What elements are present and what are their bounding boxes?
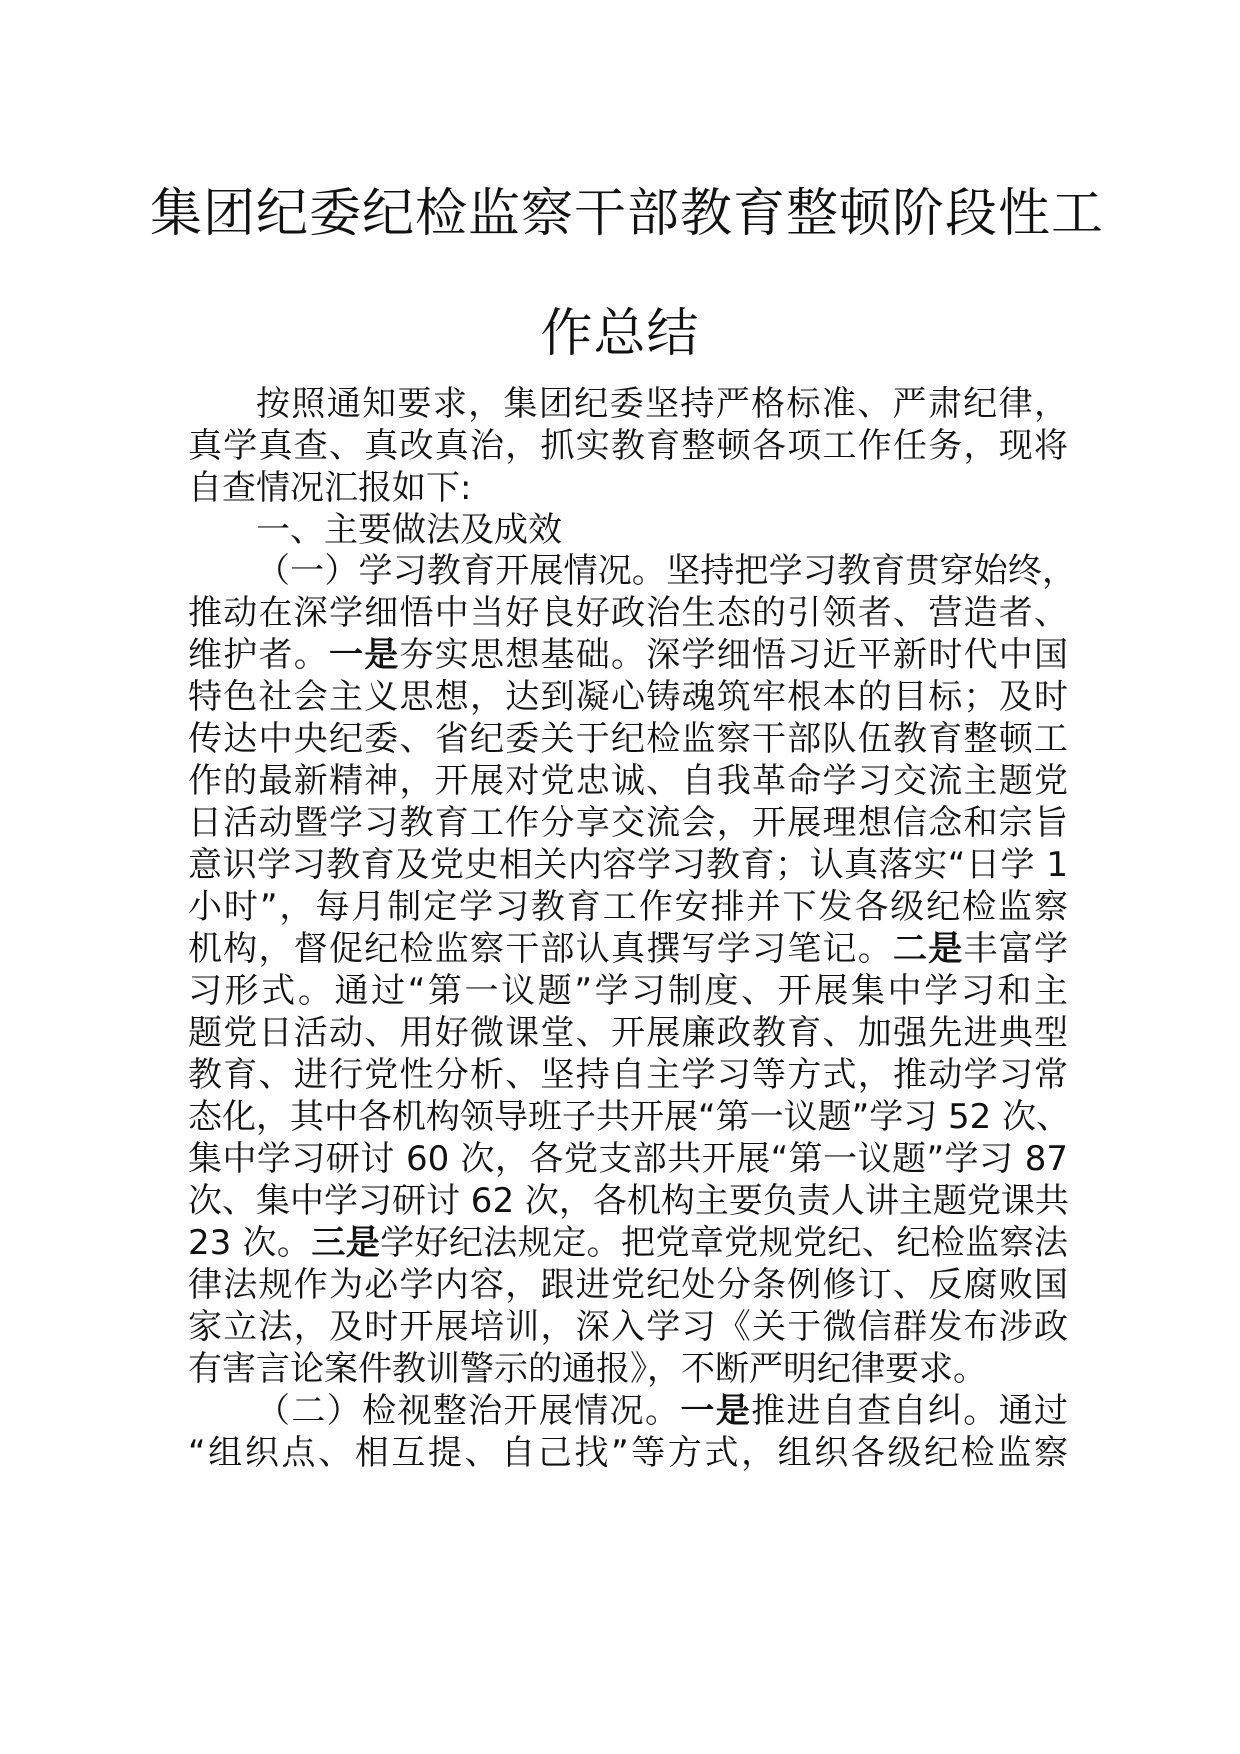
- paragraph-line: [256, 1391, 1068, 1431]
- text-run: （二）检视整治开展情况。: [256, 1391, 681, 1431]
- paragraph-line: 题党日活动、用好微课堂、开展廉政教育、加强先进典型: [188, 1013, 1068, 1053]
- document-title-line2: 作总结: [540, 304, 700, 364]
- emphasis-text: 三是: [311, 1223, 381, 1263]
- text-run: 维护者。: [188, 635, 329, 675]
- paragraph-line: 习形式。通过“第一议题”学习制度、开展集中学习和主: [188, 971, 1068, 1011]
- emphasis-text: 二是: [893, 929, 964, 969]
- intro-line-1: 按照通知要求，集团纪委坚持严格标准、严肃纪律，: [256, 384, 1068, 424]
- paragraph-line: 小时”，每月制定学习教育工作安排并下发各级纪检监察: [188, 887, 1068, 927]
- paragraph-line: “组织点、相互提、自己找”等方式，组织各级纪检监察: [188, 1433, 1068, 1473]
- text-run: 学好纪法规定。把党章党规党纪、纪检监察法: [380, 1223, 1068, 1263]
- emphasis-text: 一是: [329, 635, 400, 675]
- paragraph-line: 特色社会主义思想，达到凝心铸魂筑牢根本的目标；及时: [188, 677, 1068, 717]
- paragraph-line: 传达中央纪委、省纪委关于纪检监察干部队伍教育整顿工: [188, 719, 1068, 759]
- paragraph-line: 推动在深学细悟中当好良好政治生态的引领者、营造者、: [188, 593, 1068, 633]
- text-run: 夯实思想基础。深学细悟习近平新时代中国: [399, 635, 1068, 675]
- text-run: 23 次。: [188, 1223, 312, 1263]
- document-title-line1: 集团纪委纪检监察干部教育整顿阶段性工: [150, 184, 1105, 244]
- paragraph-line: 态化，其中各机构领导班子共开展“第一议题”学习 52 次、: [188, 1097, 1071, 1137]
- paragraph-line: 集中学习研讨 60 次，各党支部共开展“第一议题”学习 87: [188, 1139, 1068, 1179]
- paragraph-line: 意识学习教育及党史相关内容学习教育；认真落实“日学 1: [188, 845, 1068, 885]
- intro-line-2: 真学真查、真改真治，抓实教育整顿各项工作任务，现将: [188, 426, 1068, 466]
- paragraph-line: 次、集中学习研讨 62 次，各机构主要负责人讲主题党课共: [188, 1181, 1069, 1221]
- text-run: 机构，督促纪检监察干部认真撰写学习笔记。: [188, 929, 893, 969]
- text-run: 丰富学: [963, 929, 1068, 969]
- paragraph-line: [188, 635, 1068, 675]
- paragraph-line: 律法规作为必学内容，跟进党纪处分条例修订、反腐败国: [188, 1265, 1068, 1305]
- paragraph-line: 家立法，及时开展培训，深入学习《关于微信群发布涉政: [188, 1307, 1068, 1347]
- section-heading-1: 一、主要做法及成效: [256, 510, 562, 550]
- paragraph-line: 有害言论案件教训警示的通报》，不断严明纪律要求。: [188, 1349, 987, 1389]
- emphasis-text: 一是: [680, 1391, 752, 1431]
- paragraph-line: 教育、进行党性分析、坚持自主学习等方式，推动学习常: [188, 1055, 1068, 1095]
- paragraph-line: （一）学习教育开展情况。坚持把学习教育贯穿始终，: [256, 551, 1076, 591]
- intro-line-3: 自查情况汇报如下:: [188, 468, 472, 508]
- paragraph-line: [188, 929, 1068, 969]
- paragraph-line: 日活动暨学习教育工作分享交流会，开展理想信念和宗旨: [188, 803, 1068, 843]
- text-run: 推进自查自纠。通过: [751, 1391, 1069, 1431]
- paragraph-line: 作的最新精神，开展对党忠诚、自我革命学习交流主题党: [188, 761, 1068, 801]
- paragraph-line: [188, 1223, 1068, 1263]
